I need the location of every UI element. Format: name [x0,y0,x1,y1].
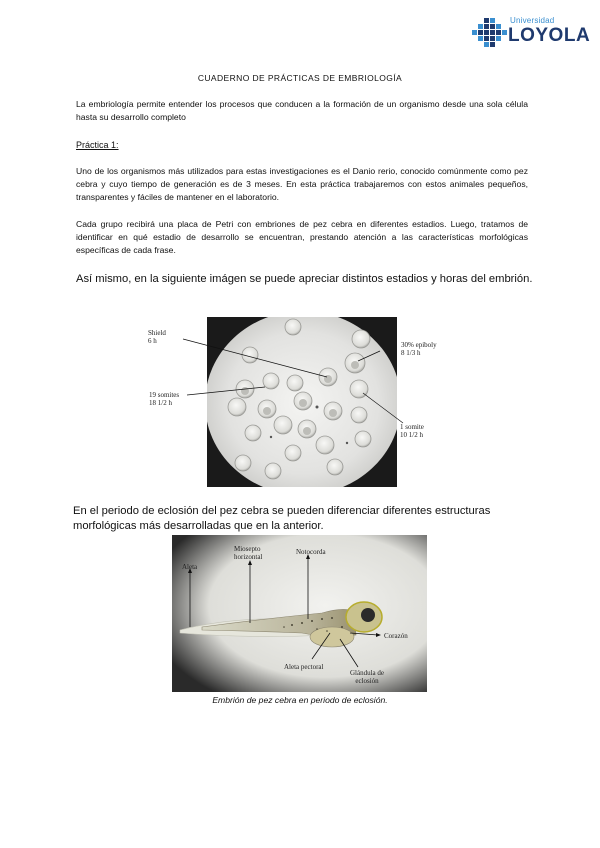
logo-title: LOYOLA [508,25,591,46]
label-19-somites: 19 somites 18 1/2 h [149,391,180,407]
embryo-stages-figure [145,315,465,490]
university-logo [470,14,590,54]
label-miosepto: Miosepto horizontal [234,545,263,561]
label-aleta: Aleta [182,563,198,571]
label-1-somite: 1 somite 10 1/2 h [400,423,424,439]
practica-heading: Práctica 1: [76,140,119,150]
figure-caption: Embrión de pez cebra en periodo de eclosión. [212,695,388,705]
label-glandula-eclosion: Glándula de eclosión [350,669,385,685]
logo-subtitle: Universidad [510,16,555,25]
intro-paragraph: La embriología permite entender los procesos que conducen a la formación de un organismo desde una sola célula hasta su desarrollo completo [76,99,528,122]
label-epiboly: 30% epiboly 8 1/3 h [401,341,437,357]
paragraph-danio-rerio: Uno de los organismos más utilizados para estas investigaciones es el Danio rerio, conocido comúnmente como pez cebra y cuyo tiempo de generación es de 3 meses. En esta práctica trabajaremos con estos animales pequeños, transparentes y fáciles de mantener en el laboratorio. [76,166,528,202]
document-title: CUADERNO DE PRÁCTICAS DE EMBRIOLOGÍA [197,73,403,83]
paragraph-petri: Cada grupo recibirá una placa de Petri con embriones de pez cebra en diferentes estadios. Luego, tratamos de identificar en qué estadio de desarrollo se encuentran, prestando atención a las características morfológicas específicas de cada frase. [76,219,528,255]
paragraph-stages-intro: Así mismo, en la siguiente imágen se puede apreciar distintos estadios y horas del embrión. [76,273,533,285]
label-aleta-pectoral: Aleta pectoral [284,663,324,671]
paragraph-eclosion: En el periodo de eclosión del pez cebra se pueden diferenciar diferentes estructuras morfológicas más desarrolladas que en la anterior. [73,505,491,532]
loyola-logo-icon [470,14,510,54]
label-shield: Shield 6 h [148,329,166,345]
label-notocorda: Notocorda [296,548,326,556]
hatching-embryo-figure [172,535,427,692]
label-corazon: Corazón [384,632,408,640]
